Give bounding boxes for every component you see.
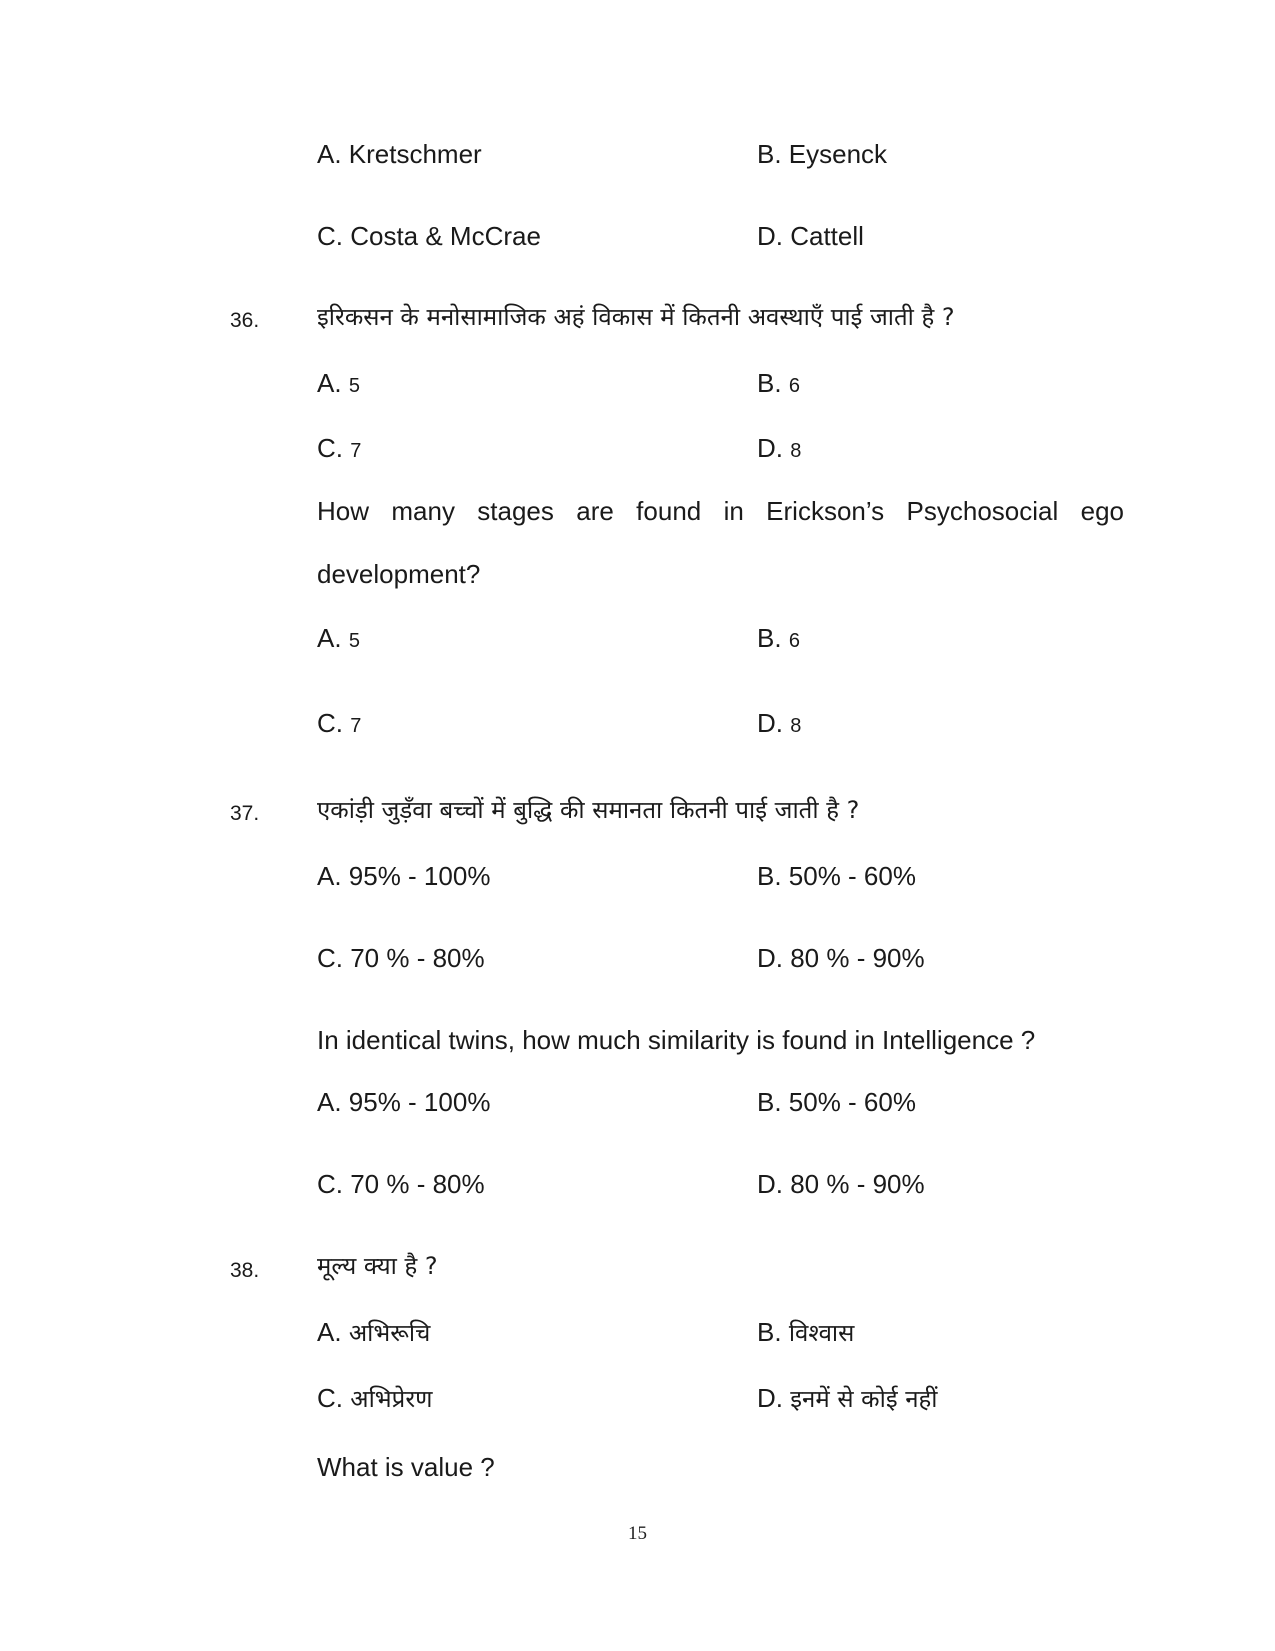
q37-english-option-a: A. 95% - 100%	[317, 1087, 491, 1117]
q37-english-question: In identical twins, how much similarity is found in Intelligence ?	[317, 1025, 1036, 1055]
q38-hindi-option-a	[317, 1316, 430, 1349]
q35-option-c: C. Costa & McCrae	[317, 221, 541, 251]
option-letter: A.	[317, 368, 342, 398]
option-letter: D.	[757, 1383, 783, 1413]
option-letter: D.	[757, 433, 783, 463]
q36-english-question-line2: development?	[317, 559, 481, 589]
question-number-36: 36.	[230, 309, 260, 332]
q38-hindi-option-c	[317, 1382, 432, 1415]
q36-english-option-d	[757, 707, 801, 742]
q37-english-option-c: C. 70 % - 80%	[317, 1169, 485, 1199]
option-value: अभिप्रेरण	[350, 1385, 433, 1413]
q35-option-d: D. Cattell	[757, 221, 864, 251]
option-value: विश्वास	[788, 1319, 855, 1347]
q38-hindi-question: मूल्य क्या है ?	[317, 1252, 438, 1280]
page-number: 15	[628, 1523, 647, 1544]
option-letter: B.	[757, 1317, 782, 1347]
q38-english-question: What is value ?	[317, 1452, 495, 1482]
question-number-37: 37.	[230, 802, 260, 825]
q35-option-b: B. Eysenck	[757, 139, 888, 169]
option-value: 7	[350, 440, 362, 462]
q36-english-question-line1: How many stages are found in Erickson’s Psychosocial ego	[317, 496, 1124, 526]
q36-english-option-c	[317, 707, 361, 742]
q38-hindi-option-d	[757, 1382, 938, 1415]
q37-hindi-option-a: A. 95% - 100%	[317, 861, 491, 891]
option-letter: B.	[757, 623, 782, 653]
question-number-38: 38.	[230, 1259, 260, 1282]
q38-hindi-option-b	[757, 1316, 854, 1349]
q36-hindi-question: इरिकसन के मनोसामाजिक अहं विकास में कितनी अवस्थाएँ पाई जाती है ?	[317, 303, 955, 331]
option-value: अभिरूचि	[348, 1319, 431, 1347]
q36-english-option-a	[317, 622, 360, 657]
q36-hindi-option-d	[757, 432, 801, 467]
option-letter: B.	[757, 368, 782, 398]
option-letter: D.	[757, 708, 783, 738]
option-letter: C.	[317, 433, 343, 463]
option-value: 5	[348, 375, 360, 397]
option-letter: A.	[317, 623, 342, 653]
q36-hindi-option-a	[317, 367, 360, 402]
option-value: 6	[788, 630, 800, 652]
option-letter: C.	[317, 708, 343, 738]
q35-option-a: A. Kretschmer	[317, 139, 482, 169]
q36-english-option-b	[757, 622, 800, 657]
option-value: 5	[348, 630, 360, 652]
q37-hindi-option-d: D. 80 % - 90%	[757, 943, 925, 973]
q37-english-option-b: B. 50% - 60%	[757, 1087, 916, 1117]
q36-hindi-option-b	[757, 367, 800, 402]
option-letter: A.	[317, 1317, 342, 1347]
option-value: 8	[790, 715, 802, 737]
q37-hindi-option-b: B. 50% - 60%	[757, 861, 916, 891]
q36-hindi-option-c	[317, 432, 361, 467]
option-value: 8	[790, 440, 802, 462]
option-value: 7	[350, 715, 362, 737]
option-letter: C.	[317, 1383, 343, 1413]
option-value: 6	[788, 375, 800, 397]
option-value: इनमें से कोई नहीं	[790, 1385, 938, 1413]
q37-hindi-question: एकांड़ी जुड़ँवा बच्चों में बुद्धि की समानता कितनी पाई जाती है ?	[317, 796, 860, 824]
q37-hindi-option-c: C. 70 % - 80%	[317, 943, 485, 973]
q37-english-option-d: D. 80 % - 90%	[757, 1169, 925, 1199]
